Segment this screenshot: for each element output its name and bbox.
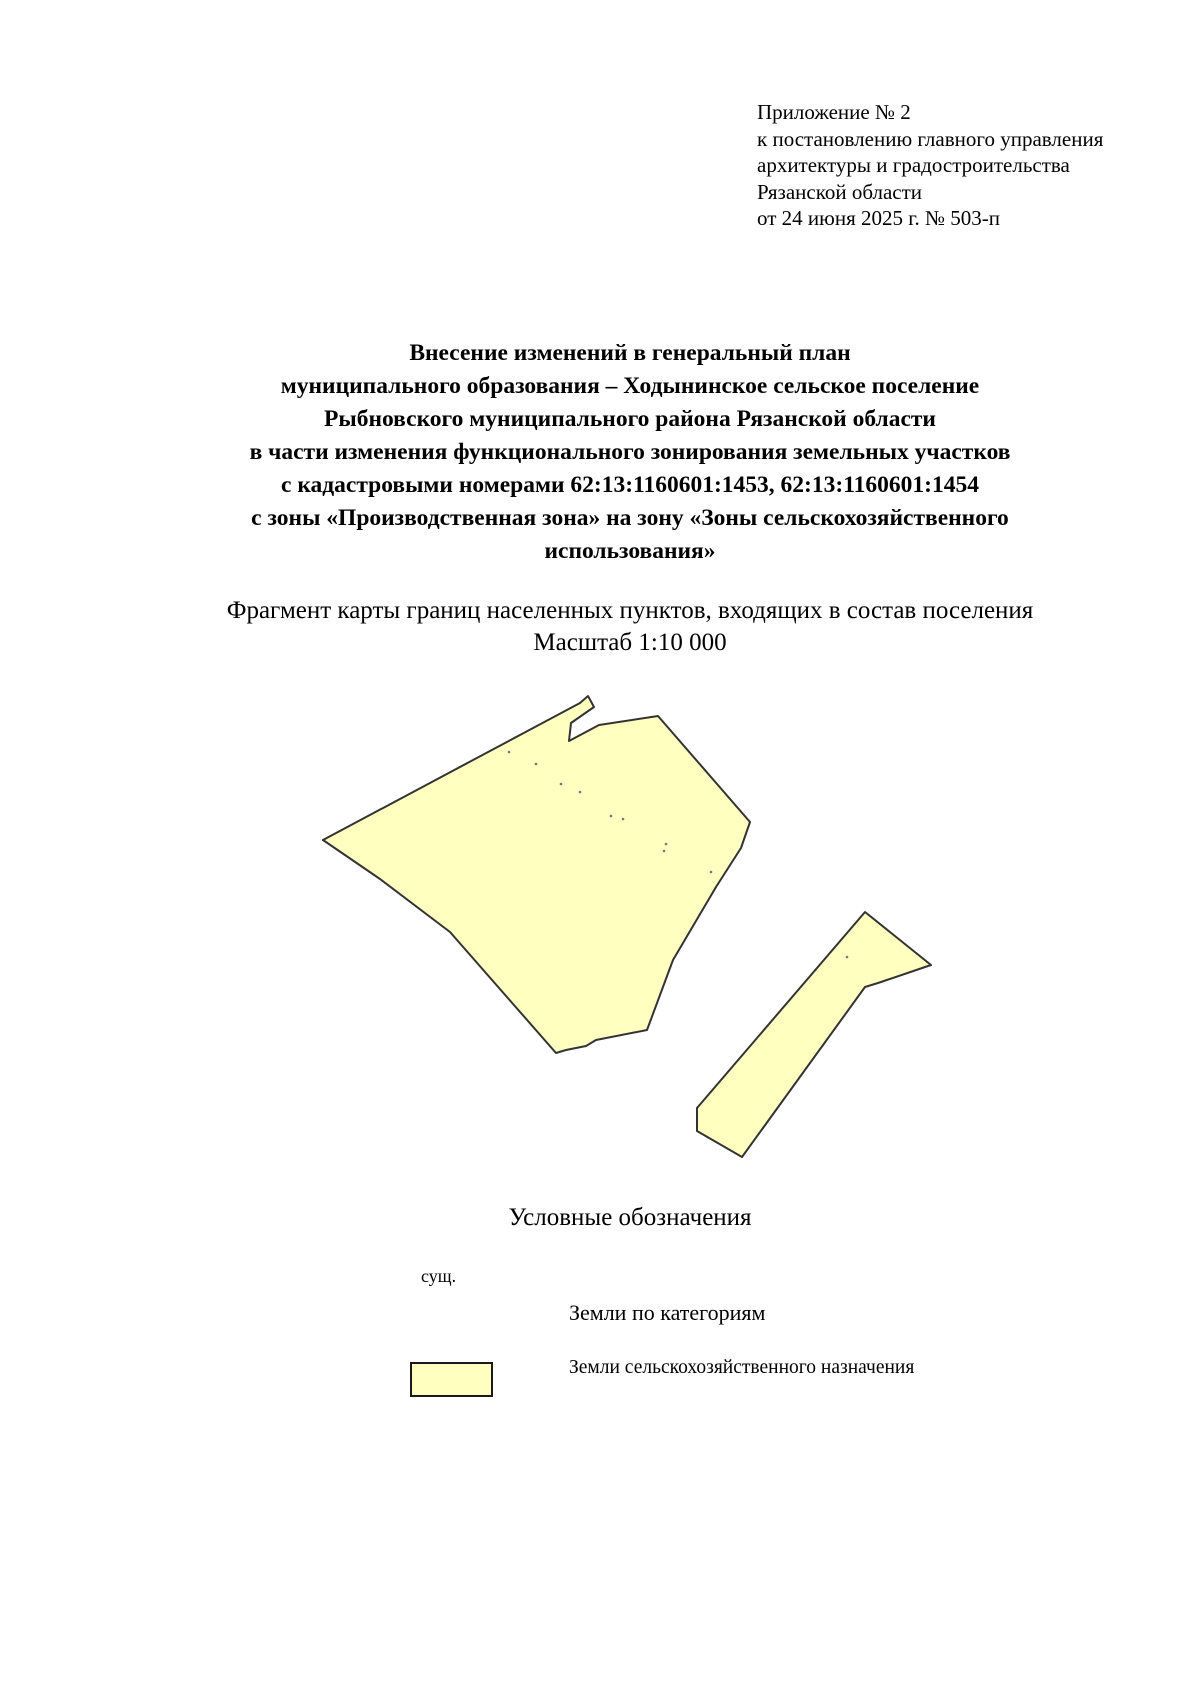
land-parcel-large bbox=[323, 696, 750, 1053]
survey-point bbox=[622, 818, 625, 821]
appendix-line: Рязанской области bbox=[757, 179, 923, 204]
survey-point bbox=[579, 791, 582, 794]
title-line: в части изменения функционального зонирования земельных участков bbox=[249, 439, 1011, 465]
map-survey-points bbox=[508, 751, 849, 959]
legend-abbreviation: сущ. bbox=[421, 1266, 457, 1286]
survey-point bbox=[663, 850, 666, 853]
title-line: Внесение изменений в генеральный план bbox=[409, 340, 851, 366]
survey-point bbox=[508, 751, 511, 754]
map-caption bbox=[100, 595, 1160, 659]
document-title bbox=[100, 337, 1160, 568]
legend-group-title: Земли по категориям bbox=[569, 1300, 766, 1325]
land-parcel-narrow bbox=[697, 912, 931, 1157]
title-line: использования» bbox=[544, 538, 716, 564]
appendix-block bbox=[757, 99, 1177, 232]
survey-point bbox=[560, 783, 563, 786]
legend-swatch-agricultural bbox=[410, 1362, 493, 1397]
title-line: с зоны «Производственная зона» на зону «Зоны сельскохозяйственного bbox=[251, 505, 1009, 531]
survey-point bbox=[710, 871, 713, 874]
legend-title: Условные обозначения bbox=[508, 1204, 752, 1231]
appendix-line: Приложение № 2 bbox=[757, 100, 911, 124]
legend-label-agricultural: Земли сельскохозяйственного назначения bbox=[569, 1357, 915, 1378]
survey-point bbox=[610, 815, 613, 818]
appendix-line: архитектуры и градостроительства bbox=[757, 153, 1070, 177]
survey-point bbox=[846, 956, 849, 959]
map-scale: Масштаб 1:10 000 bbox=[533, 629, 727, 656]
appendix-line: к постановлению главного управления bbox=[757, 126, 1104, 151]
title-line: Рыбновского муниципального района Рязанской области bbox=[324, 406, 936, 432]
title-line: с кадастровыми номерами 62:13:1160601:1453, 62:13:1160601:1454 bbox=[281, 472, 979, 498]
survey-point bbox=[665, 843, 668, 846]
appendix-line: от 24 июня 2025 г. № 503-п bbox=[757, 206, 1000, 230]
title-line: муниципального образования – Ходынинское сельское поселение bbox=[280, 373, 980, 399]
map-fragment-caption: Фрагмент карты границ населенных пунктов, входящих в состав поселения bbox=[226, 597, 1034, 624]
survey-point bbox=[535, 763, 538, 766]
